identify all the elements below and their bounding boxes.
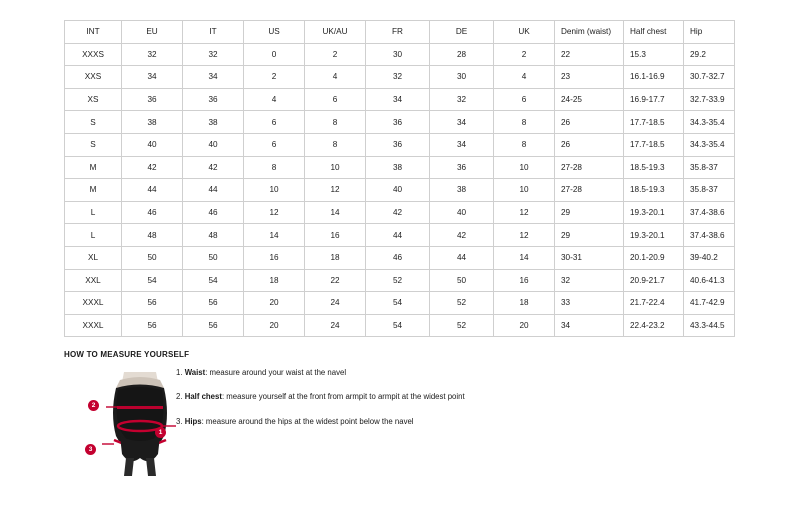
table-cell: 50	[183, 246, 244, 269]
table-cell: 56	[183, 314, 244, 337]
table-cell: 26	[555, 133, 624, 156]
table-cell: 12	[494, 201, 555, 224]
table-cell: 35.8-37	[684, 156, 735, 179]
badge-waist: 1	[155, 427, 166, 438]
table-cell: 4	[494, 66, 555, 89]
table-cell: 19.3-20.1	[624, 201, 684, 224]
table-cell: 6	[494, 88, 555, 111]
column-header: UK	[494, 21, 555, 44]
table-cell: 30	[430, 66, 494, 89]
table-cell: 20.9-21.7	[624, 269, 684, 292]
size-table	[64, 20, 735, 337]
table-cell: 32.7-33.9	[684, 88, 735, 111]
table-cell: 36	[183, 88, 244, 111]
table-header-row	[65, 21, 735, 44]
table-cell: 20	[244, 292, 305, 315]
table-cell: 41.7-42.9	[684, 292, 735, 315]
table-body	[65, 43, 735, 337]
column-header: UK/AU	[305, 21, 366, 44]
table-cell: 38	[430, 179, 494, 202]
column-header: Hip	[684, 21, 735, 44]
table-cell: 12	[244, 201, 305, 224]
table-cell: 46	[183, 201, 244, 224]
table-row	[65, 88, 735, 111]
table-cell: 10	[494, 179, 555, 202]
table-cell: 10	[244, 179, 305, 202]
table-cell: 34	[430, 111, 494, 134]
table-cell: 37.4-38.6	[684, 224, 735, 247]
table-cell: 54	[122, 269, 183, 292]
table-cell: 15.3	[624, 43, 684, 66]
table-cell: 30	[366, 43, 430, 66]
table-row	[65, 156, 735, 179]
table-cell: 42	[122, 156, 183, 179]
table-cell: 34	[430, 133, 494, 156]
table-cell: 18	[244, 269, 305, 292]
table-cell: 34.3-35.4	[684, 111, 735, 134]
table-cell: 37.4-38.6	[684, 201, 735, 224]
note-number: 3.	[176, 416, 183, 426]
table-cell: 14	[244, 224, 305, 247]
table-cell: M	[65, 156, 122, 179]
table-cell: 44	[430, 246, 494, 269]
table-cell: 8	[494, 111, 555, 134]
table-cell: 50	[430, 269, 494, 292]
table-cell: XXS	[65, 66, 122, 89]
column-header: EU	[122, 21, 183, 44]
table-cell: 29	[555, 201, 624, 224]
measure-note	[176, 417, 606, 426]
table-cell: 40.6-41.3	[684, 269, 735, 292]
measure-note	[176, 392, 606, 401]
table-cell: 18	[494, 292, 555, 315]
table-cell: 42	[430, 224, 494, 247]
table-cell: 6	[244, 111, 305, 134]
table-cell: 2	[244, 66, 305, 89]
note-text: : measure around the hips at the widest point below the navel	[201, 416, 414, 426]
table-cell: 24	[305, 292, 366, 315]
table-cell: 56	[183, 292, 244, 315]
table-cell: 40	[183, 133, 244, 156]
table-cell: 38	[183, 111, 244, 134]
table-row	[65, 246, 735, 269]
table-cell: 52	[430, 314, 494, 337]
table-cell: 56	[122, 292, 183, 315]
badge-hips: 3	[85, 444, 96, 455]
table-cell: 4	[305, 66, 366, 89]
table-cell: 21.7-22.4	[624, 292, 684, 315]
table-cell: 44	[183, 179, 244, 202]
table-cell: 18.5-19.3	[624, 156, 684, 179]
table-cell: XXXS	[65, 43, 122, 66]
table-cell: 18	[305, 246, 366, 269]
table-cell: 16	[494, 269, 555, 292]
measure-note	[176, 368, 606, 377]
table-cell: 52	[366, 269, 430, 292]
table-row	[65, 292, 735, 315]
table-cell: M	[65, 179, 122, 202]
table-cell: 39-40.2	[684, 246, 735, 269]
table-cell: XXXL	[65, 314, 122, 337]
table-cell: 4	[244, 88, 305, 111]
table-cell: 50	[122, 246, 183, 269]
table-row	[65, 224, 735, 247]
table-cell: 32	[122, 43, 183, 66]
table-cell: 16.1-16.9	[624, 66, 684, 89]
table-cell: 18.5-19.3	[624, 179, 684, 202]
table-cell: 8	[494, 133, 555, 156]
table-cell: 38	[366, 156, 430, 179]
badge-half-chest: 2	[88, 400, 99, 411]
column-header: INT	[65, 21, 122, 44]
table-cell: 8	[305, 111, 366, 134]
table-cell: 32	[183, 43, 244, 66]
table-cell: 40	[366, 179, 430, 202]
table-cell: 48	[122, 224, 183, 247]
table-cell: 12	[305, 179, 366, 202]
table-cell: 10	[494, 156, 555, 179]
table-cell: 32	[366, 66, 430, 89]
table-cell: XXXL	[65, 292, 122, 315]
column-header: DE	[430, 21, 494, 44]
table-cell: 52	[430, 292, 494, 315]
table-cell: 40	[122, 133, 183, 156]
table-cell: 24-25	[555, 88, 624, 111]
table-cell: 36	[430, 156, 494, 179]
table-cell: 16	[244, 246, 305, 269]
table-cell: 54	[183, 269, 244, 292]
table-cell: 14	[494, 246, 555, 269]
table-cell: 29.2	[684, 43, 735, 66]
table-cell: 34	[122, 66, 183, 89]
note-number: 1.	[176, 368, 183, 377]
note-text: : measure around your waist at the navel	[205, 368, 347, 377]
table-cell: 36	[366, 111, 430, 134]
table-row	[65, 43, 735, 66]
table-cell: XL	[65, 246, 122, 269]
table-cell: XXL	[65, 269, 122, 292]
measure-notes	[176, 368, 606, 441]
table-row	[65, 133, 735, 156]
table-cell: 46	[366, 246, 430, 269]
table-cell: 40	[430, 201, 494, 224]
column-header: US	[244, 21, 305, 44]
table-cell: 30.7-32.7	[684, 66, 735, 89]
note-term: Waist	[184, 368, 206, 377]
table-cell: 27-28	[555, 179, 624, 202]
table-row	[65, 111, 735, 134]
table-cell: 2	[494, 43, 555, 66]
table-cell: 20	[244, 314, 305, 337]
table-cell: 44	[122, 179, 183, 202]
table-cell: 14	[305, 201, 366, 224]
table-row	[65, 269, 735, 292]
table-cell: 16.9-17.7	[624, 88, 684, 111]
table-cell: 35.8-37	[684, 179, 735, 202]
table-cell: S	[65, 133, 122, 156]
table-cell: 30-31	[555, 246, 624, 269]
column-header: Denim (waist)	[555, 21, 624, 44]
table-cell: 8	[305, 133, 366, 156]
table-cell: 34	[366, 88, 430, 111]
note-number: 2.	[176, 392, 183, 402]
column-header: IT	[183, 21, 244, 44]
table-cell: 8	[244, 156, 305, 179]
table-cell: 27-28	[555, 156, 624, 179]
table-cell: L	[65, 224, 122, 247]
table-cell: S	[65, 111, 122, 134]
table-cell: 42	[366, 201, 430, 224]
table-cell: 32	[430, 88, 494, 111]
how-to-measure-title: HOW TO MEASURE YOURSELF	[64, 350, 190, 359]
table-cell: 56	[122, 314, 183, 337]
size-table-container	[64, 20, 734, 337]
table-cell: 44	[366, 224, 430, 247]
table-cell: 34.3-35.4	[684, 133, 735, 156]
table-cell: 6	[305, 88, 366, 111]
table-cell: 28	[430, 43, 494, 66]
note-term: Half chest	[184, 392, 222, 402]
table-cell: 43.3-44.5	[684, 314, 735, 337]
table-cell: 26	[555, 111, 624, 134]
table-cell: 54	[366, 292, 430, 315]
table-cell: 42	[183, 156, 244, 179]
table-cell: 54	[366, 314, 430, 337]
table-cell: 19.3-20.1	[624, 224, 684, 247]
table-cell: 22.4-23.2	[624, 314, 684, 337]
table-cell: L	[65, 201, 122, 224]
table-cell: 36	[366, 133, 430, 156]
table-row	[65, 201, 735, 224]
table-cell: 34	[555, 314, 624, 337]
table-cell: 2	[305, 43, 366, 66]
table-cell: 22	[555, 43, 624, 66]
table-cell: 6	[244, 133, 305, 156]
table-cell: 10	[305, 156, 366, 179]
table-cell: 46	[122, 201, 183, 224]
table-cell: 0	[244, 43, 305, 66]
table-cell: 34	[183, 66, 244, 89]
table-cell: 17.7-18.5	[624, 133, 684, 156]
note-term: Hips	[184, 416, 202, 426]
table-row	[65, 66, 735, 89]
table-cell: 36	[122, 88, 183, 111]
table-cell: 29	[555, 224, 624, 247]
table-cell: 16	[305, 224, 366, 247]
table-cell: 32	[555, 269, 624, 292]
column-header: Half chest	[624, 21, 684, 44]
table-cell: 12	[494, 224, 555, 247]
note-text: : measure yourself at the front from armpit to armpit at the widest point	[221, 392, 465, 402]
table-cell: 22	[305, 269, 366, 292]
table-cell: 20	[494, 314, 555, 337]
table-row	[65, 314, 735, 337]
table-cell: XS	[65, 88, 122, 111]
table-cell: 24	[305, 314, 366, 337]
table-cell: 17.7-18.5	[624, 111, 684, 134]
table-cell: 38	[122, 111, 183, 134]
column-header: FR	[366, 21, 430, 44]
table-row	[65, 179, 735, 202]
table-cell: 33	[555, 292, 624, 315]
table-cell: 20.1-20.9	[624, 246, 684, 269]
table-cell: 48	[183, 224, 244, 247]
table-cell: 23	[555, 66, 624, 89]
